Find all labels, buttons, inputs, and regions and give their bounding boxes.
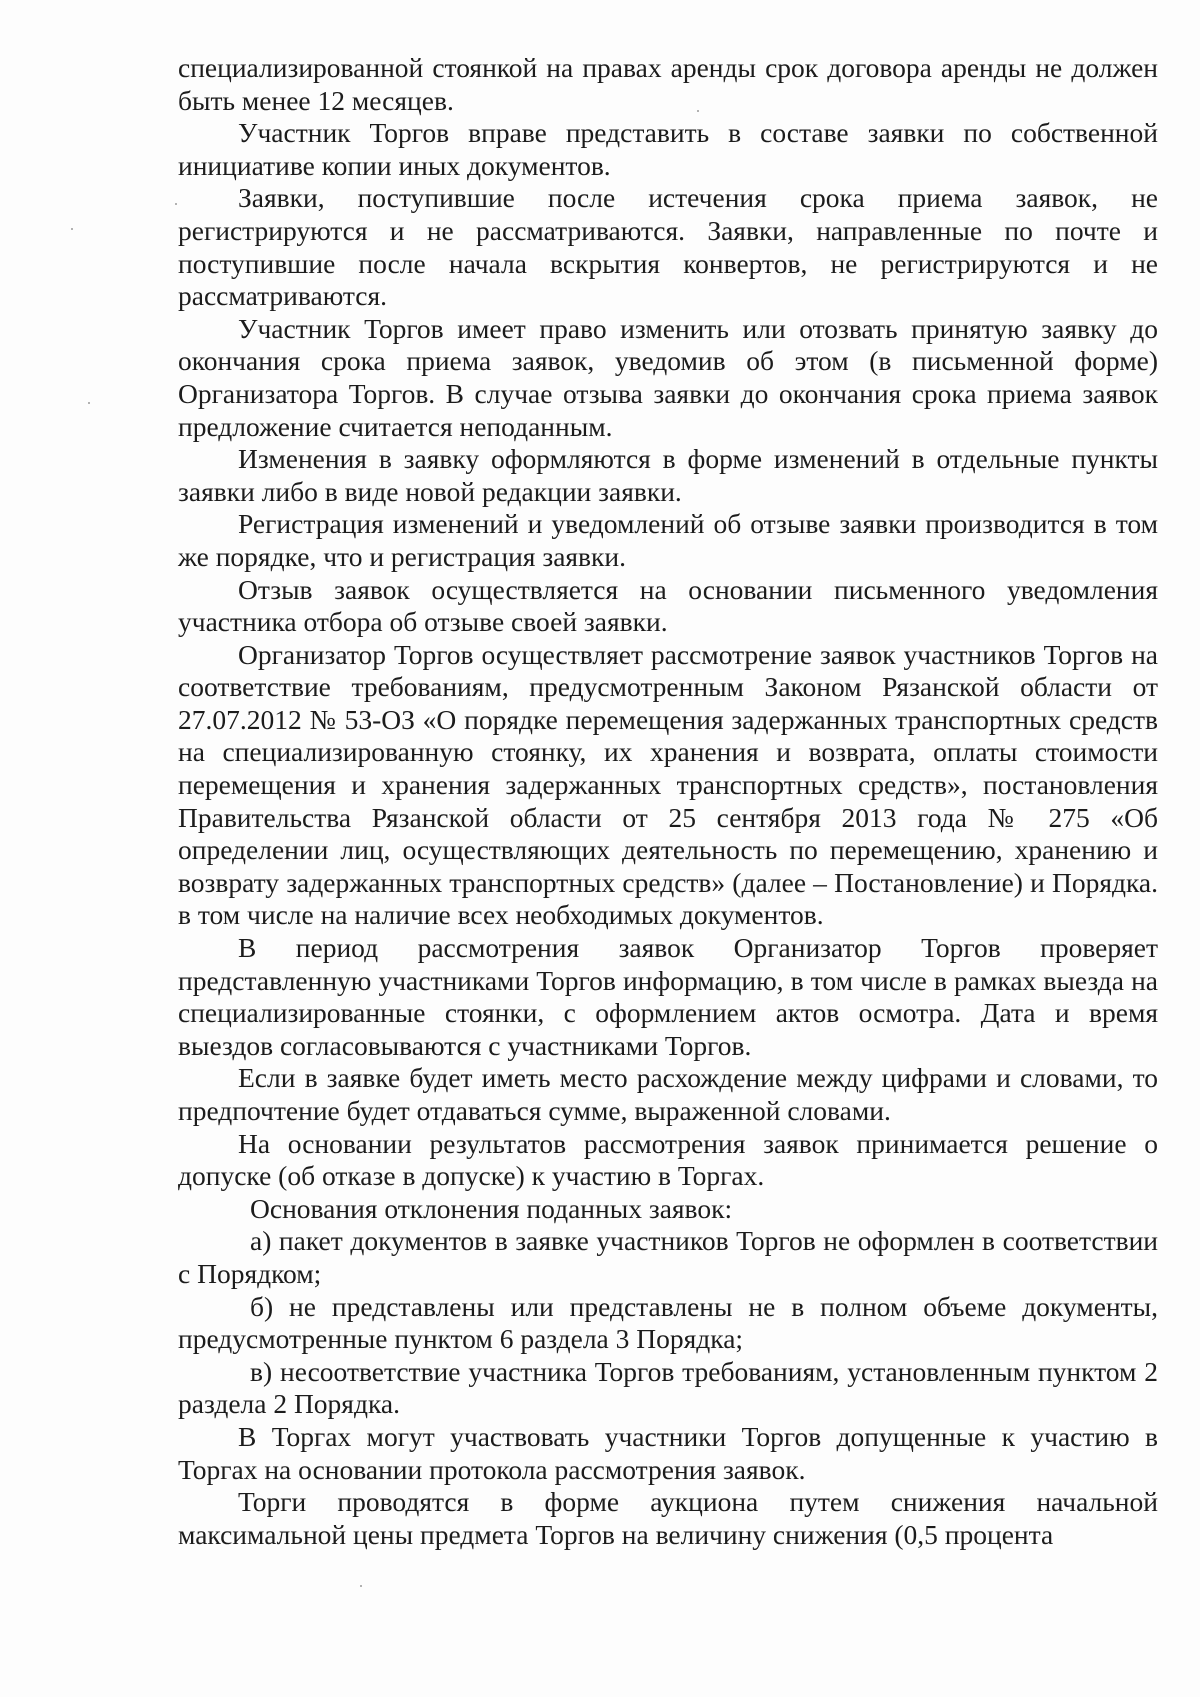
rejection-grounds-heading: Основания отклонения поданных заявок: bbox=[250, 1192, 733, 1224]
paragraph-5: Изменения в заявку оформляются в форме изменений в отдельные пункты заявки либо в виде новой редакции заявки. bbox=[178, 443, 1158, 507]
scan-speck bbox=[88, 402, 90, 404]
rejection-ground-a: а) пакет документов в заявке участников Торгов не оформлен в соответствии с Порядком; bbox=[178, 1225, 1158, 1289]
rejection-ground-c: в) несоответствие участника Торгов требованиям, установленным пунктом 2 раздела 2 Порядка. bbox=[178, 1355, 1158, 1420]
scan-speck bbox=[360, 1585, 362, 1587]
paragraph-4: Участник Торгов имеет право изменить или отозвать принятую заявку до окончания срока приема заявок, уведомив об этом (в письменной форме) Организатора Торгов. В случае отзыва заявки до окончания срока приема заявок предложение считается неподанным. bbox=[178, 312, 1158, 442]
paragraph-7: Отзыв заявок осуществляется на основании письменного уведомления участника отбора об отзыве своей заявки. bbox=[178, 573, 1158, 638]
paragraph-10: Если в заявке будет иметь место расхождение между цифрами и словами, то предпочтение будет отдаваться сумме, выраженной словами. bbox=[178, 1062, 1158, 1126]
paragraph-9: В период рассмотрения заявок Организатор Торгов проверяет представленную участниками Торгов информацию, в том числе в рамках выезда на специализированные стоянки, с оформлением актов осмотра. Дата и время выездов согласовываются с участниками Торгов. bbox=[178, 932, 1158, 1061]
paragraph-17: Торги проводятся в форме аукциона путем снижения начальной максимальной цены предмета Торгов на величину снижения (0,5 процента bbox=[178, 1486, 1158, 1550]
scan-speck bbox=[175, 203, 177, 205]
scan-speck bbox=[697, 110, 699, 112]
rejection-ground-b: б) не представлены или представлены не в полном объеме документы, предусмотренные пунктом 6 раздела 3 Порядка; bbox=[178, 1290, 1158, 1355]
paragraph-1: специализированной стоянкой на правах аренды срок договора аренды не должен быть менее 12 месяцев. bbox=[178, 52, 1158, 116]
paragraph-6: Регистрация изменений и уведомлений об отзыве заявки производится в том же порядке, что и регистрация заявки. bbox=[178, 508, 1158, 572]
paragraph-11: На основании результатов рассмотрения заявок принимается решение о допуске (об отказе в допуске) к участию в Торгах. bbox=[178, 1127, 1158, 1192]
paragraph-3: Заявки, поступившие после истечения срока приема заявок, не регистрируются и не рассматриваются. Заявки, направленные по почте и поступившие после начала вскрытия конвертов, не регистрируются и не рассматриваются. bbox=[178, 182, 1158, 312]
document-body bbox=[178, 52, 1158, 1551]
scan-speck bbox=[71, 228, 73, 230]
paragraph-8: Организатор Торгов осуществляет рассмотрение заявок участников Торгов на соответствие требованиям, предусмотренным Законом Рязанской области от 27.07.2012 № 53-ОЗ «О порядке перемещения задержанных транспортных средств на специализированную стоянку, их хранения и возврата, оплаты стоимости перемещения и хранения задержанных транспортных средств», постановления Правительства Рязанской области от 25 сентября 2013 года № 275 «Об определении лиц, осуществляющих деятельность по перемещению, хранению и возврату задержанных транспортных средств» (далее – Постановление) и Порядка. в том числе на наличие всех необходимых документов. bbox=[178, 638, 1158, 931]
paragraph-16: В Торгах могут участвовать участники Торгов допущенные к участию в Торгах на основании протокола рассмотрения заявок. bbox=[178, 1420, 1158, 1485]
paragraph-2: Участник Торгов вправе представить в составе заявки по собственной инициативе копии иных документов. bbox=[178, 117, 1158, 181]
